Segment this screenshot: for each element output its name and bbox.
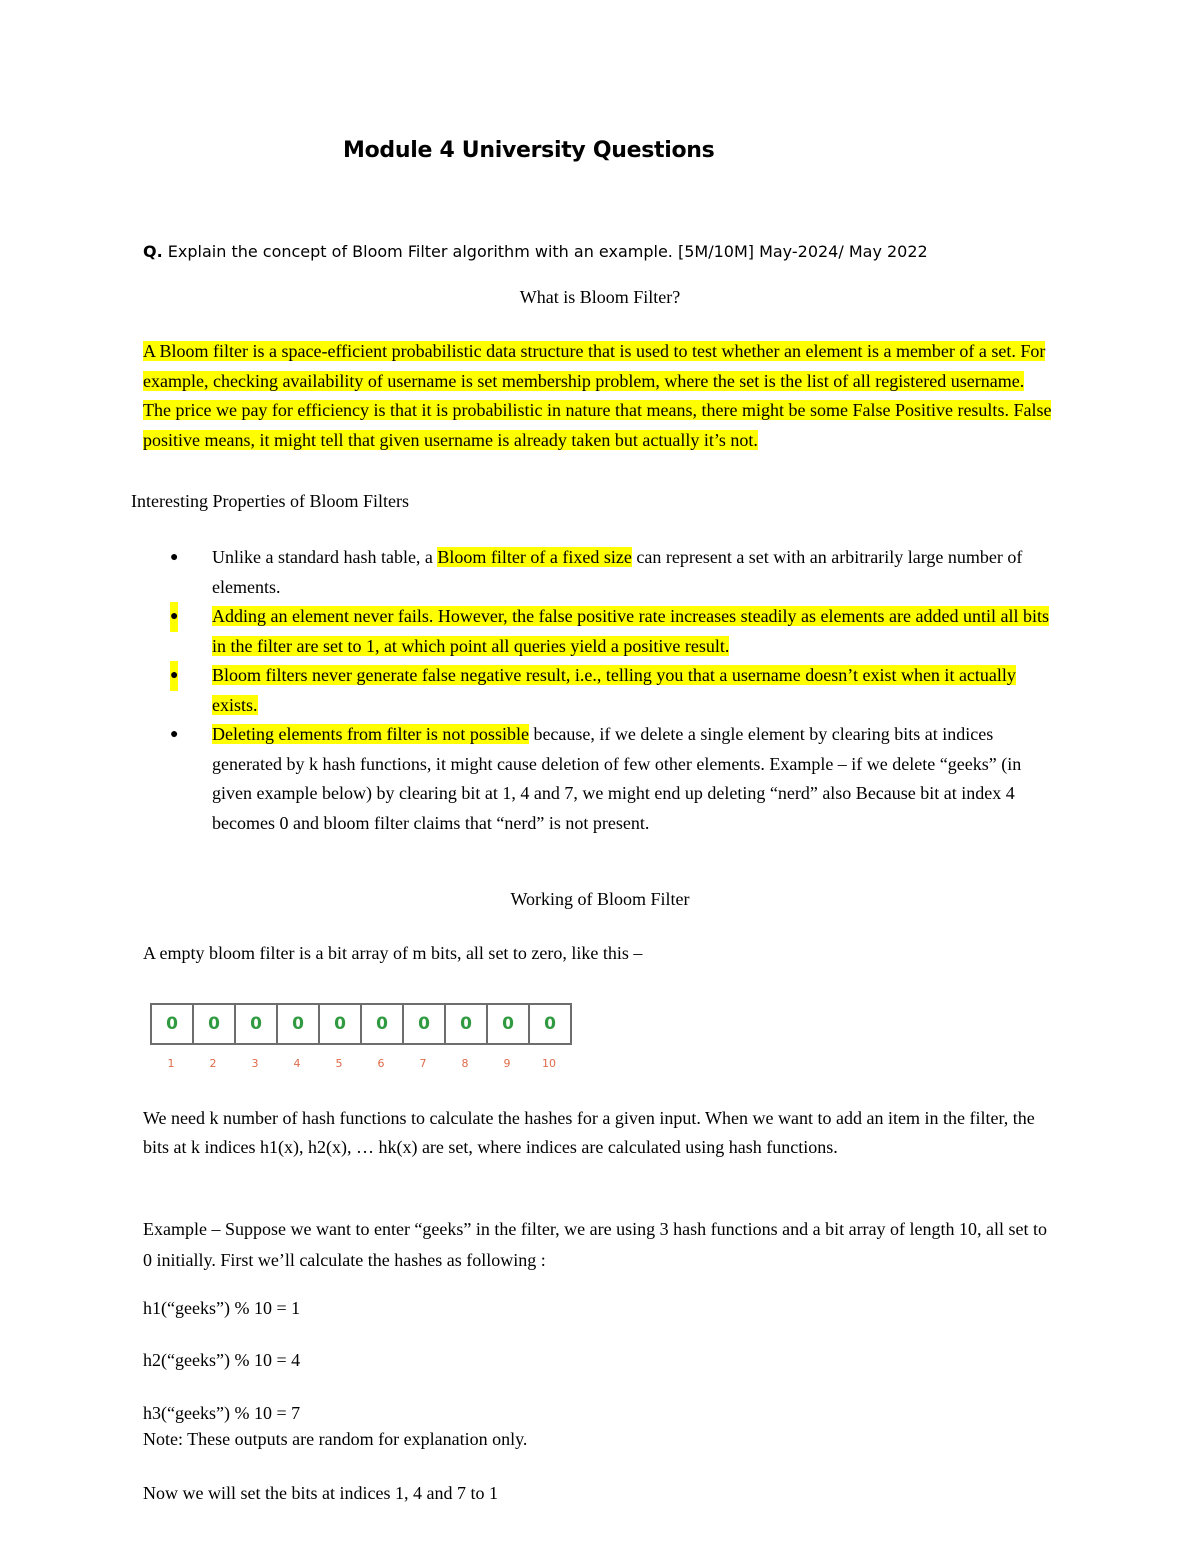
- hash-line-3: h3(“geeks”) % 10 = 7: [143, 1403, 301, 1423]
- bit-cell: 0: [236, 1005, 278, 1043]
- property-text-before: Unlike a standard hash table, a: [212, 547, 438, 567]
- bit-cell: 0: [544, 1014, 556, 1034]
- bit-index: 3: [251, 1057, 259, 1070]
- bit-index: 10: [542, 1057, 556, 1070]
- hash-line-2: h2(“geeks”) % 10 = 4: [143, 1350, 301, 1370]
- what-is-heading: What is Bloom Filter?: [519, 287, 681, 307]
- list-item: [170, 661, 1052, 720]
- bit-index: 6: [377, 1057, 385, 1070]
- bit-array-figure: [150, 1003, 572, 1070]
- property-text-after: can represent a set with an arbitrarily large number of elements.: [212, 547, 1023, 597]
- bit-index-row: [150, 1057, 572, 1070]
- bit-cell: 0: [404, 1005, 446, 1043]
- bit-cell: 0: [446, 1005, 488, 1043]
- hash-line-1: h1(“geeks”) % 10 = 1: [143, 1298, 301, 1318]
- question-text: Explain the concept of Bloom Filter algorithm with an example. [5M/10M] May-2024/ May 2022: [167, 242, 928, 261]
- bullet-icon: ●: [170, 727, 179, 742]
- example-paragraph: Example – Suppose we want to enter “geeks” in the filter, we are using 3 hash functions and a bit array of length 10, all set to 0 initially. First we’ll calculate the hashes as following :: [143, 1219, 1048, 1270]
- list-item: [170, 602, 1052, 661]
- bit-array-cells: [150, 1003, 572, 1045]
- bit-cell: 0: [278, 1005, 320, 1043]
- property-highlight: Adding an element never fails. However, the false positive rate increases steadily as elements are added until all bits in the filter are set to 1, at which point all queries yield a positive result.: [212, 606, 1049, 656]
- property-highlight: Deleting elements from filter is not possible: [212, 724, 529, 744]
- property-text-after: because, if we delete a single element by clearing bits at indices generated by k hash functions, it might cause deletion of few other elements. Example – if we delete “geeks” (in given example below) by clearing bit at 1, 4 and 7, we might end up deleting “nerd” also Because bit at index 4 becomes 0 and bloom filter claims that “nerd” is not present.: [212, 724, 1022, 833]
- bit-cell: 0: [152, 1005, 194, 1043]
- page-title: Module 4 University Questions: [343, 138, 715, 163]
- set-bits-line: Now we will set the bits at indices 1, 4 and 7 to 1: [143, 1483, 498, 1503]
- bit-index: 8: [461, 1057, 469, 1070]
- working-heading: Working of Bloom Filter: [510, 889, 690, 909]
- list-item: [170, 720, 1052, 838]
- bit-index: 5: [335, 1057, 343, 1070]
- properties-list: [170, 543, 1052, 838]
- question-prefix: Q.: [143, 242, 163, 261]
- bit-index: 1: [167, 1057, 175, 1070]
- bullet-icon: ●: [170, 550, 179, 565]
- bit-cell: 0: [488, 1005, 530, 1043]
- property-highlight: Bloom filters never generate false negative result, i.e., telling you that a username doesn’t exist when it actually exists.: [212, 665, 1016, 715]
- bit-index: 9: [503, 1057, 511, 1070]
- definition-text: A Bloom filter is a space-efficient probabilistic data structure that is used to test whether an element is a member of a set. For example, checking availability of username is set membership problem, where the set is the list of all registered username. The price we pay for efficiency is that it is probabilistic in nature that means, there might be some False Positive results. False positive means, it might tell that given username is already taken but actually it’s not.: [143, 341, 1052, 450]
- property-highlight: Bloom filter of a fixed size: [437, 547, 632, 567]
- bullet-icon: ●: [170, 602, 178, 632]
- bit-cell: 0: [362, 1005, 404, 1043]
- bullet-icon: ●: [170, 661, 178, 691]
- question-line: [143, 242, 928, 261]
- hash-functions-paragraph: We need k number of hash functions to calculate the hashes for a given input. When we want to add an item in the filter, the bits at k indices h1(x), h2(x), … hk(x) are set, where indices are calculated using hash functions.: [143, 1108, 1035, 1157]
- bit-index: 7: [419, 1057, 427, 1070]
- bit-index: 4: [293, 1057, 301, 1070]
- bit-index: 2: [209, 1057, 217, 1070]
- note-line: Note: These outputs are random for explanation only.: [143, 1429, 528, 1449]
- properties-heading: Interesting Properties of Bloom Filters: [131, 491, 409, 511]
- empty-filter-line: A empty bloom filter is a bit array of m bits, all set to zero, like this –: [143, 943, 643, 963]
- bit-cell: 0: [320, 1005, 362, 1043]
- list-item: [170, 543, 1052, 602]
- bit-cell: 0: [194, 1005, 236, 1043]
- definition-paragraph: [143, 337, 1053, 455]
